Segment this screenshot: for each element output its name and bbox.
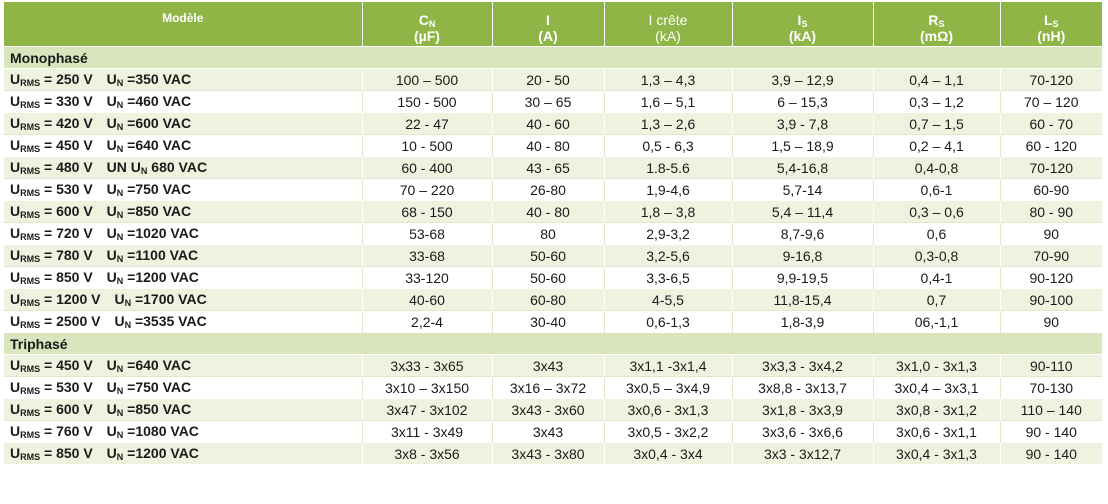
urms-subscript: RMS [20,276,41,286]
urms-subscript: RMS [20,364,41,374]
table-row [4,443,1102,465]
urms-symbol: U [10,379,21,395]
header-subscript: S [938,19,945,29]
table-cell: 0,3 – 1,2 [873,91,1000,113]
table-row [4,289,1102,311]
un-symbol: U [106,357,117,373]
urms-symbol: U [10,269,21,285]
row-model-label [4,179,362,201]
urms-subscript: RMS [20,320,41,330]
urms-value: = 600 V [40,401,93,417]
table-cell: 2,9-3,2 [604,223,732,245]
un-value: =600 VAC [123,115,192,131]
table-row [4,223,1102,245]
urms-value: = 600 V [40,203,93,219]
urms-symbol: U [10,423,21,439]
table-cell: 3,9 - 7,8 [732,113,873,135]
table-cell: 3x47 - 3x102 [362,399,492,421]
table-cell: 0,4-1 [873,267,1000,289]
urms-symbol: U [10,137,21,153]
urms-symbol: U [10,313,21,329]
table-cell: 30-40 [492,311,604,333]
un-symbol: U [106,423,117,439]
table-cell: 9,9-19,5 [732,267,873,289]
un-symbol: U [106,445,117,461]
un-subscript: N [116,430,124,440]
table-cell: 100 – 500 [362,69,492,91]
table-cell: 3x11 - 3x49 [362,421,492,443]
urms-symbol: U [10,115,21,131]
un-value: =850 VAC [123,401,192,417]
un-symbol: U [106,203,117,219]
table-cell: 6 – 15,3 [732,91,873,113]
urms-subscript: RMS [20,144,41,154]
table-cell: 90 [1000,311,1102,333]
header-symbol: I crête [648,12,688,28]
urms-symbol: U [10,159,21,175]
table-cell: 0,5 - 6,3 [604,135,732,157]
table-cell: 60 - 400 [362,157,492,179]
table-cell: 70-120 [1000,69,1102,91]
table-cell: 60-80 [492,289,604,311]
urms-value: = 330 V [40,93,93,109]
header-col-5 [1000,2,1102,47]
table-cell: 3x0,4 – 3x3,1 [873,377,1000,399]
urms-value: = 480 V [40,159,93,175]
table-cell: 3x43 - 3x80 [492,443,604,465]
table-cell: 70 – 120 [1000,91,1102,113]
table-cell: 0,7 – 1,5 [873,113,1000,135]
table-cell: 3x1,8 - 3x3,9 [732,399,873,421]
un-subscript: N [116,78,124,88]
table-cell: 150 - 500 [362,91,492,113]
table-cell: 1,8-3,9 [732,311,873,333]
row-model-label [4,311,362,333]
un-value: =750 VAC [123,379,192,395]
un-subscript: N [116,386,124,396]
table-cell: 3x10 – 3x150 [362,377,492,399]
section-row [4,333,1102,355]
urms-subscript: RMS [20,122,41,132]
table-cell: 1,6 – 5,1 [604,91,732,113]
table-row [4,399,1102,421]
un-symbol: U [106,115,117,131]
table-cell: 1,3 – 2,6 [604,113,732,135]
table-cell: 1,3 – 4,3 [604,69,732,91]
urms-subscript: RMS [20,100,41,110]
table-cell: 53-68 [362,223,492,245]
header-col-2 [604,2,732,47]
un-value: =3535 VAC [131,313,207,329]
urms-subscript: RMS [20,210,41,220]
row-model-label [4,377,362,399]
un-subscript: N [116,210,124,220]
un-subscript: N [124,298,132,308]
table-cell: 3x8 - 3x56 [362,443,492,465]
row-model-label [4,355,362,377]
table-cell: 3x0,6 - 3x1,3 [604,399,732,421]
table-cell: 60 - 70 [1000,113,1102,135]
table-cell: 40 - 60 [492,113,604,135]
urms-symbol: U [10,203,21,219]
un-symbol: U [106,401,117,417]
row-model-label [4,399,362,421]
un-value: =1200 VAC [123,269,199,285]
urms-subscript: RMS [20,430,41,440]
table-cell: 60-90 [1000,179,1102,201]
table-cell: 60 - 120 [1000,135,1102,157]
table-row [4,135,1102,157]
row-model-label [4,69,362,91]
table-row [4,377,1102,399]
table-cell: 0,3 – 0,6 [873,201,1000,223]
un-symbol: U [106,225,117,241]
urms-symbol: U [10,357,21,373]
table-cell: 11,8-15,4 [732,289,873,311]
un-subscript: N [116,144,124,154]
un-subscript: N [124,320,132,330]
table-cell: 0,4-0,8 [873,157,1000,179]
urms-subscript: RMS [20,78,41,88]
urms-value: = 720 V [40,225,93,241]
header-col-4 [873,2,1000,47]
spec-table [4,2,1102,464]
un-symbol: U [106,93,117,109]
header-symbol: $L_S$ [1043,12,1059,29]
table-cell: 5,4 – 11,4 [732,201,873,223]
header-unit: (nH) [1037,28,1066,44]
table-cell: 50-60 [492,267,604,289]
un-symbol: U [114,313,125,329]
table-cell: 70 – 220 [362,179,492,201]
un-value: =750 VAC [123,181,192,197]
un-value: =460 VAC [123,93,192,109]
row-model-label [4,223,362,245]
un-value: =640 VAC [123,137,192,153]
urms-subscript: RMS [20,166,41,176]
urms-value: = 850 V [40,445,93,461]
table-cell: 5,7-14 [732,179,873,201]
table-cell: 3,2-5,6 [604,245,732,267]
table-cell: 40 - 80 [492,201,604,223]
header-unit: (mΩ) [920,28,953,44]
table-row [4,69,1102,91]
table-cell: 3x8,8 - 3x13,7 [732,377,873,399]
urms-symbol: U [10,445,21,461]
row-model-label [4,113,362,135]
table-cell: 110 – 140 [1000,399,1102,421]
table-cell: 90-110 [1000,355,1102,377]
un-value: =850 VAC [123,203,192,219]
table-row [4,267,1102,289]
un-subscript: N [116,408,124,418]
table-cell: 2,2-4 [362,311,492,333]
un-value: =1200 VAC [123,445,199,461]
table-cell: 5,4-16,8 [732,157,873,179]
table-cell: 26-80 [492,179,604,201]
un-subscript: N [140,166,148,176]
table-cell: 90 - 140 [1000,421,1102,443]
un-subscript: N [116,122,124,132]
urms-subscript: RMS [20,254,41,264]
table-cell: 20 - 50 [492,69,604,91]
row-model-label [4,443,362,465]
table-cell: 0,6 [873,223,1000,245]
table-cell: 0,3-0,8 [873,245,1000,267]
table-cell: 3x3,3 - 3x4,2 [732,355,873,377]
urms-value: = 1200 V [40,291,101,307]
table-cell: 3x0,4 - 3x1,3 [873,443,1000,465]
urms-subscript: RMS [20,386,41,396]
table-cell: 90 - 140 [1000,443,1102,465]
urms-symbol: U [10,401,21,417]
table-cell: 3x43 - 3x60 [492,399,604,421]
urms-value: = 760 V [40,423,93,439]
table-cell: 3x43 [492,355,604,377]
header-unit: (µF) [414,28,440,44]
un-value: =350 VAC [123,71,192,87]
table-row [4,179,1102,201]
table-cell: 1,8 – 3,8 [604,201,732,223]
header-unit: (kA) [655,28,681,44]
urms-symbol: U [10,71,21,87]
table-row [4,311,1102,333]
table-row [4,157,1102,179]
header-subscript: S [1052,19,1059,29]
urms-symbol: U [10,181,21,197]
table-cell: 43 - 65 [492,157,604,179]
urms-symbol: U [10,291,21,307]
un-subscript: N [116,232,124,242]
un-value: =640 VAC [123,357,192,373]
section-title: Triphasé [4,333,1102,355]
urms-subscript: RMS [20,188,41,198]
table-cell: 3x3 - 3x12,7 [732,443,873,465]
urms-value: = 780 V [40,247,93,263]
un-value: 680 VAC [147,159,208,175]
un-symbol: U [106,137,117,153]
table-cell: 40-60 [362,289,492,311]
table-cell: 33-120 [362,267,492,289]
table-cell: 90 [1000,223,1102,245]
un-symbol: U [106,379,117,395]
table-cell: 06,-1,1 [873,311,1000,333]
urms-value: = 530 V [40,181,93,197]
table-cell: 22 - 47 [362,113,492,135]
table-cell: 1,5 – 18,9 [732,135,873,157]
table-cell: 3x0,6 - 3x1,1 [873,421,1000,443]
table-cell: 3x0,5 – 3x4,9 [604,377,732,399]
table-cell: 0,6-1,3 [604,311,732,333]
table-cell: 10 - 500 [362,135,492,157]
header-model: Modèle [4,2,362,47]
header-unit: (A) [538,28,558,44]
table-cell: 0,4 – 1,1 [873,69,1000,91]
un-symbol: UN U [106,159,141,175]
header-col-3 [732,2,873,47]
row-model-label [4,289,362,311]
table-cell: 90-120 [1000,267,1102,289]
row-model-label [4,421,362,443]
header-row [4,2,1102,47]
table-cell: 30 – 65 [492,91,604,113]
table-cell: 50-60 [492,245,604,267]
table-row [4,245,1102,267]
table-body [4,47,1102,465]
header-col-1 [492,2,604,47]
table-cell: 90-100 [1000,289,1102,311]
table-cell: 3x43 [492,421,604,443]
un-subscript: N [116,452,124,462]
table-cell: 3x1,0 - 3x1,3 [873,355,1000,377]
urms-value: = 250 V [40,71,93,87]
row-model-label [4,201,362,223]
table-cell: 1,9-4,6 [604,179,732,201]
table-cell: 3x16 – 3x72 [492,377,604,399]
un-symbol: U [114,291,125,307]
header-symbol: $R_S$ [928,12,945,29]
table-cell: 3,3-6,5 [604,267,732,289]
table-row [4,201,1102,223]
row-model-label [4,91,362,113]
un-symbol: U [106,269,117,285]
header-subscript: S [801,19,808,29]
table-cell: 68 - 150 [362,201,492,223]
header-subscript: N [428,19,436,29]
row-model-label [4,135,362,157]
row-model-label [4,157,362,179]
urms-value: = 450 V [40,357,93,373]
urms-symbol: U [10,225,21,241]
row-model-label [4,267,362,289]
un-subscript: N [116,276,124,286]
table-cell: 0,2 – 4,1 [873,135,1000,157]
table-cell: 80 - 90 [1000,201,1102,223]
table-cell: 80 [492,223,604,245]
table-cell: 70-130 [1000,377,1102,399]
urms-value: = 420 V [40,115,93,131]
urms-value: = 850 V [40,269,93,285]
urms-value: = 530 V [40,379,93,395]
header-symbol: I [546,12,550,28]
header-unit: (kA) [788,28,817,44]
section-title: Monophasé [4,47,1102,69]
urms-value: = 2500 V [40,313,101,329]
header-symbol: $C_N$ [418,12,436,29]
un-value: =1080 VAC [123,423,199,439]
table-cell: 3x0,5 - 3x2,2 [604,421,732,443]
table-cell: 3x33 - 3x65 [362,355,492,377]
un-symbol: U [106,181,117,197]
table-cell: 3x0,4 - 3x4 [604,443,732,465]
urms-subscript: RMS [20,408,41,418]
table-cell: 8,7-9,6 [732,223,873,245]
un-subscript: N [116,188,124,198]
table-cell: 70-120 [1000,157,1102,179]
header-symbol: $I_S$ [797,12,808,29]
table-cell: 0,7 [873,289,1000,311]
table-cell: 9-16,8 [732,245,873,267]
table-cell: 33-68 [362,245,492,267]
table-cell: 3x0,8 - 3x1,2 [873,399,1000,421]
table-cell: 3x3,6 - 3x6,6 [732,421,873,443]
urms-subscript: RMS [20,298,41,308]
section-row [4,47,1102,69]
row-model-label [4,245,362,267]
table-row [4,421,1102,443]
table-cell: 3,9 – 12,9 [732,69,873,91]
table-row [4,355,1102,377]
table-cell: 1.8-5.6 [604,157,732,179]
table-cell: 3x1,1 -3x1,4 [604,355,732,377]
urms-symbol: U [10,247,21,263]
table-row [4,91,1102,113]
table-cell: 0,6-1 [873,179,1000,201]
table-cell: 4-5,5 [604,289,732,311]
un-subscript: N [116,254,124,264]
urms-symbol: U [10,93,21,109]
un-subscript: N [116,100,124,110]
header-col-0 [362,2,492,47]
table-row [4,113,1102,135]
un-value: =1700 VAC [131,291,207,307]
un-symbol: U [106,71,117,87]
table-header [4,2,1102,47]
un-value: =1100 VAC [123,247,199,263]
table-cell: 40 - 80 [492,135,604,157]
un-value: =1020 VAC [123,225,199,241]
urms-subscript: RMS [20,232,41,242]
urms-subscript: RMS [20,452,41,462]
un-subscript: N [116,364,124,374]
un-symbol: U [106,247,117,263]
table-cell: 70-90 [1000,245,1102,267]
urms-value: = 450 V [40,137,93,153]
